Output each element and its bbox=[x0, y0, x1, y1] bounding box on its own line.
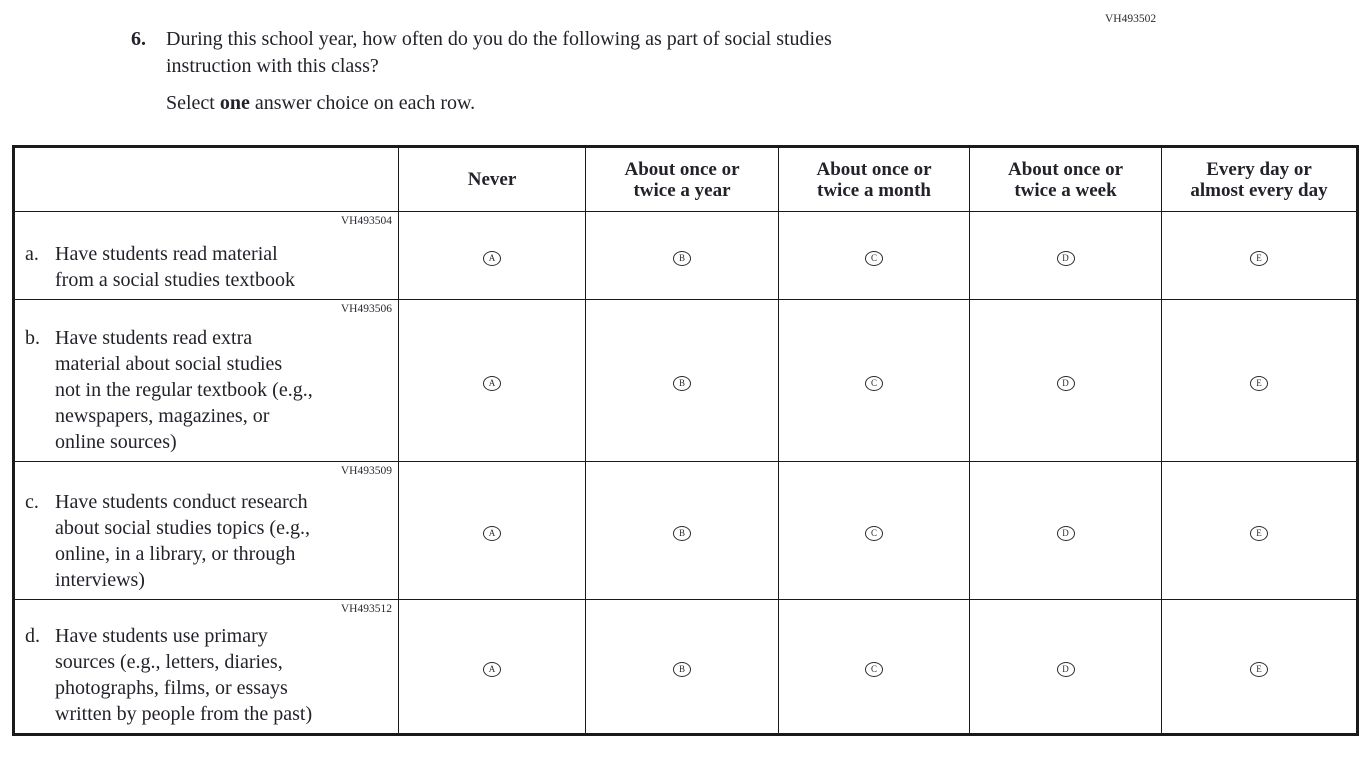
item-code: VH493504 bbox=[340, 215, 392, 227]
instruction-post: answer choice on each row. bbox=[249, 92, 476, 114]
statement-line: not in the regular textbook (e.g., bbox=[55, 379, 313, 401]
row-statement bbox=[14, 600, 399, 735]
table-row-d bbox=[14, 600, 1358, 735]
frequency-matrix-table bbox=[12, 145, 1359, 736]
option-cell bbox=[1162, 462, 1358, 600]
statement-line: from a social studies textbook bbox=[55, 269, 295, 291]
row-statement-text bbox=[55, 623, 394, 727]
header-blank-cell bbox=[14, 147, 399, 212]
answer-bubble-b-A[interactable]: A bbox=[483, 376, 501, 391]
option-cell bbox=[399, 300, 586, 462]
header-label: About once or bbox=[816, 158, 932, 180]
instruction-bold: one bbox=[219, 92, 250, 114]
option-cell bbox=[586, 212, 779, 300]
statement-line: photographs, films, or essays bbox=[55, 677, 288, 699]
form-code: VH493502 bbox=[1105, 13, 1157, 25]
row-letter: d. bbox=[25, 625, 40, 647]
header-once-twice-year bbox=[586, 147, 779, 212]
statement-line: Have students read material bbox=[55, 243, 278, 265]
header-every-day bbox=[1162, 147, 1358, 212]
answer-bubble-d-C[interactable]: C bbox=[865, 662, 883, 677]
header-label: Never bbox=[467, 169, 517, 190]
option-cell bbox=[586, 300, 779, 462]
header-label: twice a month bbox=[817, 179, 931, 201]
option-cell bbox=[779, 600, 970, 735]
instruction-text bbox=[166, 92, 475, 115]
answer-bubble-a-C[interactable]: C bbox=[865, 251, 883, 266]
option-cell bbox=[399, 212, 586, 300]
option-cell bbox=[779, 212, 970, 300]
answer-bubble-a-B[interactable]: B bbox=[673, 251, 691, 266]
statement-line: material about social studies bbox=[55, 353, 283, 375]
option-cell bbox=[586, 462, 779, 600]
question-number: 6. bbox=[131, 28, 146, 50]
header-row bbox=[14, 147, 1358, 212]
instruction-pre: Select bbox=[166, 92, 220, 114]
answer-bubble-a-E[interactable]: E bbox=[1250, 251, 1268, 266]
option-cell bbox=[779, 462, 970, 600]
table-row-b bbox=[14, 300, 1358, 462]
answer-bubble-c-C[interactable]: C bbox=[865, 526, 883, 541]
answer-bubble-d-E[interactable]: E bbox=[1250, 662, 1268, 677]
row-statement bbox=[14, 300, 399, 462]
question-text-line: instruction with this class? bbox=[166, 55, 379, 77]
answer-bubble-a-A[interactable]: A bbox=[483, 251, 501, 266]
statement-line: sources (e.g., letters, diaries, bbox=[55, 651, 283, 673]
answer-bubble-c-E[interactable]: E bbox=[1250, 526, 1268, 541]
option-cell bbox=[970, 300, 1162, 462]
row-letter: c. bbox=[25, 491, 39, 513]
item-code: VH493512 bbox=[340, 603, 392, 615]
answer-bubble-c-D[interactable]: D bbox=[1057, 526, 1075, 541]
option-cell bbox=[1162, 300, 1358, 462]
row-statement-text bbox=[55, 241, 394, 293]
option-cell bbox=[586, 600, 779, 735]
option-cell bbox=[399, 462, 586, 600]
header-label: About once or bbox=[624, 158, 740, 180]
item-code: VH493506 bbox=[340, 303, 392, 315]
question-text-line: During this school year, how often do you do the following as part of social studies bbox=[166, 28, 832, 50]
answer-bubble-b-D[interactable]: D bbox=[1057, 376, 1075, 391]
header-label: About once or bbox=[1007, 158, 1124, 180]
header-label: twice a year bbox=[633, 179, 731, 201]
option-cell bbox=[779, 300, 970, 462]
statement-line: Have students read extra bbox=[55, 327, 253, 349]
header-label: almost every day bbox=[1190, 179, 1328, 201]
answer-bubble-d-A[interactable]: A bbox=[483, 662, 501, 677]
row-statement-text bbox=[55, 489, 394, 593]
answer-bubble-a-D[interactable]: D bbox=[1057, 251, 1075, 266]
statement-line: about social studies topics (e.g., bbox=[55, 517, 310, 539]
answer-bubble-c-A[interactable]: A bbox=[483, 526, 501, 541]
option-cell bbox=[399, 600, 586, 735]
header-label: Every day or bbox=[1206, 158, 1312, 180]
option-cell bbox=[970, 462, 1162, 600]
answer-bubble-d-D[interactable]: D bbox=[1057, 662, 1075, 677]
statement-line: online, in a library, or through bbox=[55, 543, 296, 565]
row-letter: b. bbox=[25, 327, 40, 349]
row-statement bbox=[14, 462, 399, 600]
statement-line: interviews) bbox=[55, 569, 145, 591]
question-text bbox=[166, 26, 832, 80]
row-statement-text bbox=[55, 325, 394, 455]
answer-bubble-b-E[interactable]: E bbox=[1250, 376, 1268, 391]
statement-line: Have students use primary bbox=[55, 625, 268, 647]
statement-line: Have students conduct research bbox=[55, 491, 308, 513]
table-row-a bbox=[14, 212, 1358, 300]
answer-bubble-c-B[interactable]: B bbox=[673, 526, 691, 541]
header-label: twice a week bbox=[1014, 179, 1117, 201]
table-row-c bbox=[14, 462, 1358, 600]
answer-bubble-b-C[interactable]: C bbox=[865, 376, 883, 391]
header-once-twice-week bbox=[970, 147, 1162, 212]
statement-line: newspapers, magazines, or bbox=[55, 405, 270, 427]
row-letter: a. bbox=[25, 243, 39, 265]
answer-bubble-b-B[interactable]: B bbox=[673, 376, 691, 391]
header-never bbox=[399, 147, 586, 212]
option-cell bbox=[1162, 212, 1358, 300]
statement-line: online sources) bbox=[55, 431, 177, 453]
question-block bbox=[131, 26, 832, 80]
answer-bubble-d-B[interactable]: B bbox=[673, 662, 691, 677]
option-cell bbox=[970, 212, 1162, 300]
statement-line: written by people from the past) bbox=[55, 703, 313, 725]
header-once-twice-month bbox=[779, 147, 970, 212]
option-cell bbox=[970, 600, 1162, 735]
option-cell bbox=[1162, 600, 1358, 735]
item-code: VH493509 bbox=[340, 465, 392, 477]
row-statement bbox=[14, 212, 399, 300]
